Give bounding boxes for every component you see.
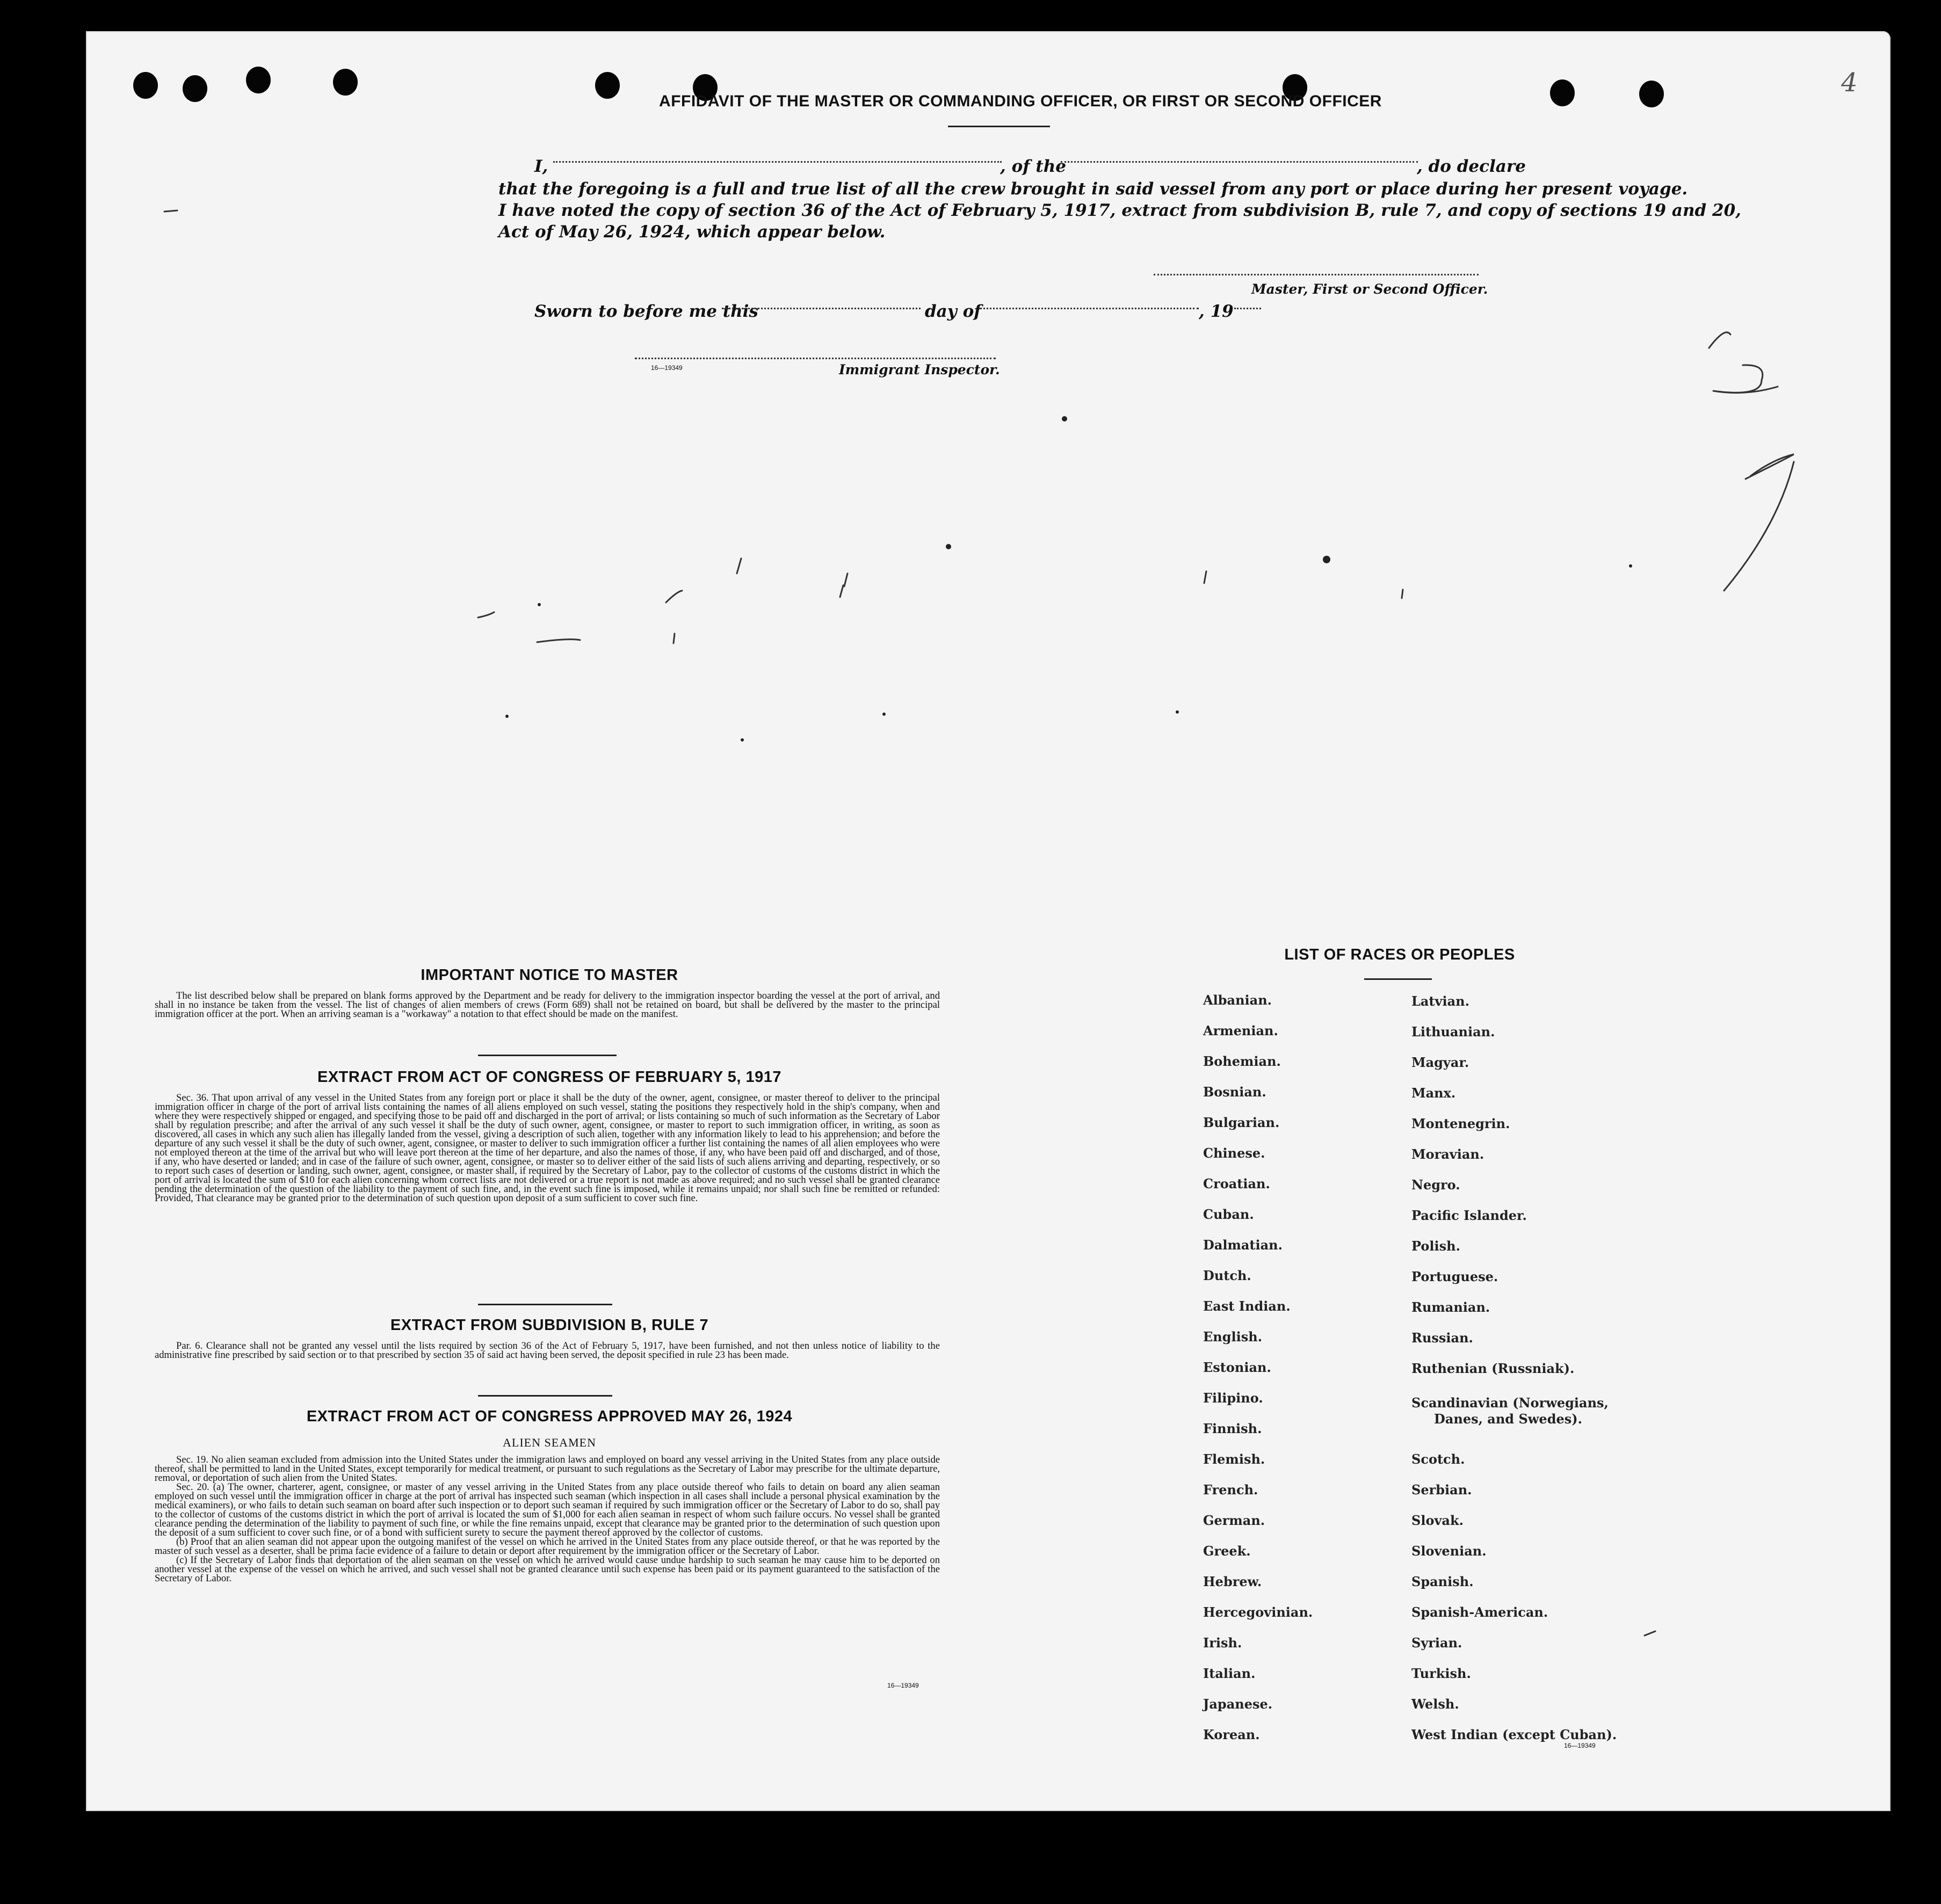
affidavit-of-the: , of the (1000, 157, 1066, 176)
race-item: Negro. (1411, 1177, 1460, 1193)
race-item: Estonian. (1203, 1360, 1271, 1375)
race-item: Spanish. (1411, 1574, 1474, 1589)
races-title: LIST OF RACES OR PEOPLES (1284, 946, 1515, 963)
race-item: Russian. (1411, 1330, 1473, 1346)
race-item: Spanish-American. (1411, 1604, 1548, 1620)
pencil-mark (1713, 365, 1778, 393)
ink-dot (1062, 416, 1067, 422)
race-item: English. (1203, 1329, 1263, 1345)
affidavit-i: I, (534, 157, 548, 176)
race-item: Lithuanian. (1411, 1024, 1495, 1040)
race-item: Croatian. (1203, 1176, 1270, 1191)
ink-dot (741, 738, 744, 742)
race-item: Polish. (1411, 1238, 1460, 1254)
race-item: Hebrew. (1203, 1574, 1262, 1589)
race-item: Syrian. (1411, 1635, 1462, 1651)
pencil-mark (1724, 454, 1794, 591)
race-item: Dalmatian. (1203, 1237, 1283, 1253)
sec-20a-paragraph: Sec. 20. (a) The owner, charterer, agent, consignee, or master of any vessel arriving in the United States from any place outside thereof who fails to detain on board any alien seaman employed on such vessel until the immigration officer in charge at the port of arrival has inspected such seaman (which inspection in all cases shall include a personal physical examination by the medical examiners), or who fails to detain such seaman on board after such inspection or to deport such seaman if required by such immigration officer or the Secretary of Labor to do so, shall pay to the collector of customs of the customs district in which the port of arrival is located the sum of $1,000 for each alien seaman in respect of whom such failure occurs. No vessel shall be granted clearance pending the determination of the liability to payment of such fine, or while the fine remains unpaid, except that clearance may be granted prior to the determination of such question upon the deposit of a sum sufficient to cover such fine, or of a bond with sufficient surety to secure the payment thereof approved by the collector of customs. (155, 1481, 940, 1538)
alien-seamen-subtitle: ALIEN SEAMEN (503, 1436, 596, 1449)
race-item: Scotch. (1411, 1451, 1465, 1467)
race-item: Finnish. (1203, 1421, 1262, 1436)
rule7-paragraph: Par. 6. Clearance shall not be granted any vessel until the lists required by section 36 of the Act of February 5, 1917, have been furnished, and not then unless notice of liability to the administrative fine prescribed by said section or to that prescribed by section 35 of said act having been served, the deposit specified in rule 23 has been made. (155, 1340, 940, 1361)
sec-20b-paragraph: (b) Proof that an alien seaman did not appear upon the outgoing manifest of the vessel on which he arrived in the United States from any place outside thereof, or that he was reported by the master of such vessel as a deserter, shall be prima facie evidence of a failure to detain or deport after requirement by the immigration officer or the Secretary of Labor. (155, 1536, 940, 1557)
ink-dot (1176, 710, 1179, 714)
pencil-mark (1709, 332, 1730, 348)
race-item: Filipino. (1203, 1390, 1263, 1406)
race-item: Hercegovinian. (1203, 1604, 1313, 1620)
affidavit-line3: I have noted the copy of section 36 of the Act of February 5, 1917, extract from subdivision B, rule 7, and copy of sections 19 and 20, (498, 201, 1741, 220)
extract-1924-body (155, 1455, 940, 1583)
ink-dot (882, 713, 886, 716)
extract-rule7-body (155, 1341, 940, 1360)
race-item: Chinese. (1203, 1145, 1265, 1161)
sworn-prefix: Sworn to before me this (534, 302, 758, 321)
race-item: Ruthenian (Russniak). (1411, 1361, 1575, 1376)
pencil-mark (164, 210, 177, 212)
section-divider (478, 1395, 612, 1397)
race-item: Bulgarian. (1203, 1115, 1280, 1130)
race-item: French. (1203, 1482, 1258, 1498)
extract-1924-title: EXTRACT FROM ACT OF CONGRESS APPROVED MAY 26, 1924 (306, 1408, 793, 1425)
race-item: Bohemian. (1203, 1053, 1281, 1069)
sworn-year: , 19 (1199, 302, 1234, 321)
race-item: West Indian (except Cuban). (1411, 1727, 1617, 1742)
race-item: Manx. (1411, 1085, 1456, 1101)
race-item: Turkish. (1411, 1666, 1471, 1681)
notice-title: IMPORTANT NOTICE TO MASTER (421, 966, 678, 984)
race-item: Portuguese. (1411, 1269, 1498, 1284)
pencil-mark (666, 591, 682, 602)
race-item: Slovenian. (1411, 1543, 1487, 1559)
sec-20c-paragraph: (c) If the Secretary of Labor finds that deportation of the alien seaman on the vessel on which he arrived would cause undue hardship to such seaman he may cause him to be deported on another vessel at the expense of the vessel on which he arrived, and such vessel shall not be granted clearance until such expense has been paid or its payment guaranteed to the satisfaction of the Secretary of Labor. (155, 1554, 940, 1584)
race-item: Danes, and Swedes). (1434, 1411, 1582, 1427)
race-item: Serbian. (1411, 1482, 1472, 1498)
ink-dot (1629, 564, 1632, 568)
pencil-mark (673, 558, 1403, 643)
race-item: Pacific Islander. (1411, 1208, 1527, 1223)
affidavit-do-declare: , do declare (1417, 157, 1526, 176)
ink-dot (1323, 556, 1330, 563)
inspector-label: Immigrant Inspector. (839, 362, 1000, 377)
affidavit-title: AFFIDAVIT OF THE MASTER OR COMMANDING OFFICER, OR FIRST OR SECOND OFFICER (659, 92, 1382, 110)
handwritten-page-number: 4 (1841, 68, 1858, 98)
notice-paragraph: The list described below shall be prepared on blank forms approved by the Department and be ready for delivery to the immigration inspector boarding the vessel at the port of arrival, and shall in no instance be taken from the vessel. The list of changes of alien members of crews (Form 689) shall not be retained on board, but shall be delivered by the master to the principal immigration officer at the port. When an arriving seaman is a "workaway" a notation to that effect should be made on the manifest. (155, 990, 940, 1020)
section-36-paragraph: Sec. 36. That upon arrival of any vessel in the United States from any foreign port or place it shall be the duty of the owner, agent, consignee, or master thereof to deliver to the principal immigration officer in charge of the port of arrival lists containing the names of all aliens employed on such vessel, stating the positions they respectively hold in the ship's company, when and where they were respectively shipped or engaged, and specifying those to be paid off and discharged in the port of arrival; or lists containing so much of such information as the Secretary of Labor shall by regulation prescribe; and after the arrival of any such vessel it shall be the duty of such owner, agent, consignee, or master to report to such immigration officer, in writing, as soon as discovered, all cases in which any such alien has illegally landed from the vessel, giving a description of such alien, together with any information likely to lead to his apprehension; and before the departure of any such vessel it shall be the duty of such owner, agent, consignee, or master to deliver to such immigration officer a further list containing the names of all alien employees who were not employed thereon at the time of the arrival but who will leave port thereon at the time of her departure, and also the names of those, if any, who have been paid off and discharged, and of those, if any, who have deserted or landed; and in case of the failure of such owner, agent, consignee, or master so to deliver either of the said lists of such aliens arriving and departing, respectively, or so to report such cases of desertion or landing, such owner, agent, consignee, or master shall, if required by the Secretary of Labor, pay to the collector of customs of the customs district in which the port of arrival is located the sum of $10 for each alien concerning whom correct lists are not delivered or a true report is not made as above required; and no such vessel shall be granted clearance pending the determination of the question of the liability to the payment of such fine, and, in the event such fine is imposed, while it remains unpaid; nor shall such fine be remitted or refunded: Provided, That clearance may be granted prior to the determination of such question upon deposit of a sum sufficient to cover such fine. (155, 1092, 940, 1204)
extract-1917-title: EXTRACT FROM ACT OF CONGRESS OF FEBRUARY 5, 1917 (317, 1069, 782, 1086)
race-item: Armenian. (1203, 1023, 1278, 1038)
race-item: Albanian. (1203, 992, 1272, 1008)
ink-dot (946, 544, 951, 549)
form-number-bottom-left: 16—19349 (887, 1682, 919, 1689)
race-item: Welsh. (1411, 1696, 1459, 1712)
master-label: Master, First or Second Officer. (1251, 281, 1488, 297)
affidavit-line4: Act of May 26, 1924, which appear below. (498, 222, 886, 242)
section-divider (478, 1304, 612, 1305)
races-title-underline (1364, 978, 1432, 980)
race-item: Montenegrin. (1411, 1116, 1510, 1131)
race-item: Greek. (1203, 1543, 1251, 1559)
race-item: East Indian. (1203, 1298, 1291, 1314)
form-number-bottom-right: 16—19349 (1564, 1742, 1596, 1749)
race-item: Magyar. (1411, 1055, 1469, 1070)
extract-1917-body (155, 1093, 940, 1203)
race-item: Irish. (1203, 1635, 1242, 1651)
sec-19-paragraph: Sec. 19. No alien seaman excluded from admission into the United States under the immigration laws and employed on board any vessel arriving in the United States from any place outside thereof, shall be permitted to land in the United States, except temporarily for medical treatment, or pursuant to such regulations as the Secretary of Labor may prescribe for the ultimate departure, removal, or deportation of such alien from the United States. (155, 1454, 940, 1484)
notice-body (155, 991, 940, 1019)
sworn-day-of: day of (925, 302, 981, 321)
affidavit-line2: that the foregoing is a full and true list of all the crew brought in said vessel from any port or place during her present voyage. (498, 179, 1688, 199)
race-item: Italian. (1203, 1666, 1256, 1681)
form-number-top: 16—19349 (651, 364, 683, 372)
pencil-mark (1645, 1631, 1655, 1636)
race-item: Korean. (1203, 1727, 1260, 1742)
race-item: German. (1203, 1513, 1265, 1528)
race-item: Japanese. (1203, 1696, 1273, 1712)
race-item: Cuban. (1203, 1207, 1254, 1222)
race-item: Rumanian. (1411, 1299, 1490, 1315)
ink-dot (538, 603, 541, 606)
race-item: Scandinavian (Norwegians, (1411, 1395, 1609, 1411)
race-item: Flemish. (1203, 1451, 1265, 1467)
extract-rule7-title: EXTRACT FROM SUBDIVISION B, RULE 7 (390, 1317, 709, 1334)
pencil-mark (478, 612, 494, 617)
pencil-mark (537, 639, 580, 642)
race-item: Dutch. (1203, 1268, 1251, 1283)
race-item: Slovak. (1411, 1513, 1464, 1528)
section-divider (478, 1055, 617, 1056)
race-item: Bosnian. (1203, 1084, 1266, 1100)
race-item: Latvian. (1411, 993, 1469, 1009)
ink-dot (505, 715, 509, 718)
race-item: Moravian. (1411, 1146, 1484, 1162)
